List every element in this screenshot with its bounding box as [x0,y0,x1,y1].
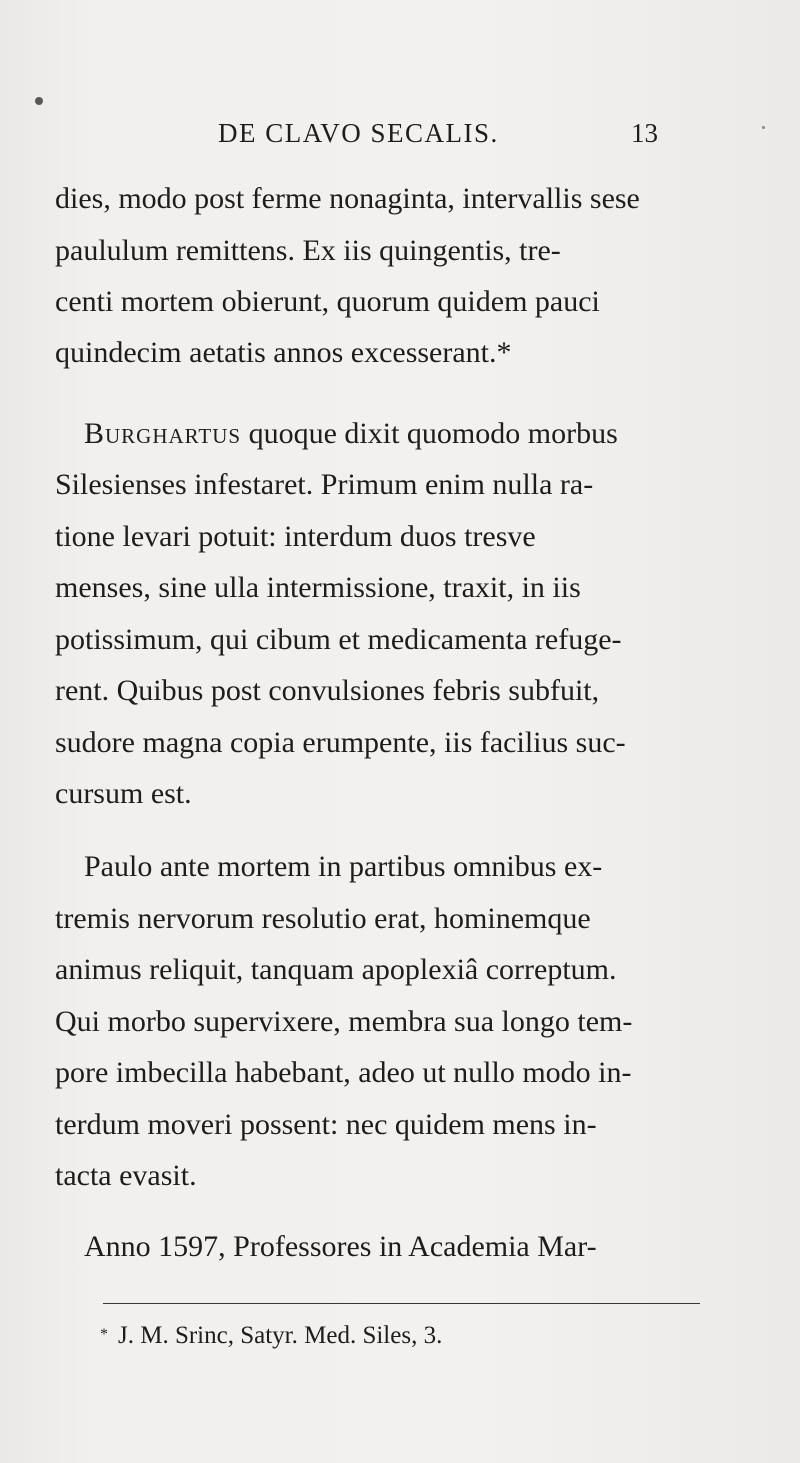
text-line: animus reliquit, tanquam apoplexiâ correptum. [55,953,617,986]
running-head [0,118,800,158]
text-line: Paulo ante mortem in partibus omnibus ex- [84,850,603,883]
text-line: Silesienses infestaret. Primum enim nulla ra- [55,468,594,501]
footnote-rule [103,1303,700,1304]
footnote-text: J. M. Srinc, Satyr. Med. Siles, 3. [118,1322,443,1349]
text-line: tremis nervorum resolutio erat, hominemque [55,902,591,935]
text-line: terdum moveri possent: nec quidem mens in- [55,1108,597,1141]
text-line: Anno 1597, Professores in Academia Mar- [84,1230,597,1263]
text-line: tione levari potuit: interdum duos tresve [55,520,536,553]
page-number: 13 [631,118,658,148]
running-head-title: DE CLAVO SECALIS. [218,118,499,148]
text-line: tacta evasit. [55,1159,197,1192]
footnote-mark: * [100,1326,108,1343]
text-line: quindecim aetatis annos excesserant.* [55,336,512,369]
text-line: paululum remittens. Ex iis quingentis, tre- [55,234,561,267]
author-name: Burghartus [84,417,242,450]
text-line: dies, modo post ferme nonaginta, intervallis sese [55,182,640,215]
text-line: menses, sine ulla intermissione, traxit, in iis [55,571,581,604]
ink-speck [35,97,43,105]
text-line: potissimum, qui cibum et medicamenta refuge- [55,623,622,656]
text-line: sudore magna copia erumpente, iis facilius suc- [55,726,626,759]
text-line: rent. Quibus post convulsiones febris subfuit, [55,674,600,707]
text-line: Qui morbo supervixere, membra sua longo tem- [55,1005,633,1038]
text-line: centi mortem obierunt, quorum quidem pauci [55,285,600,318]
text-line: cursum est. [55,777,192,810]
footnote [100,1322,442,1350]
text-line: Burghartus quoque dixit quomodo morbus [84,417,618,450]
text-line: pore imbecilla habebant, adeo ut nullo modo in- [55,1056,632,1089]
